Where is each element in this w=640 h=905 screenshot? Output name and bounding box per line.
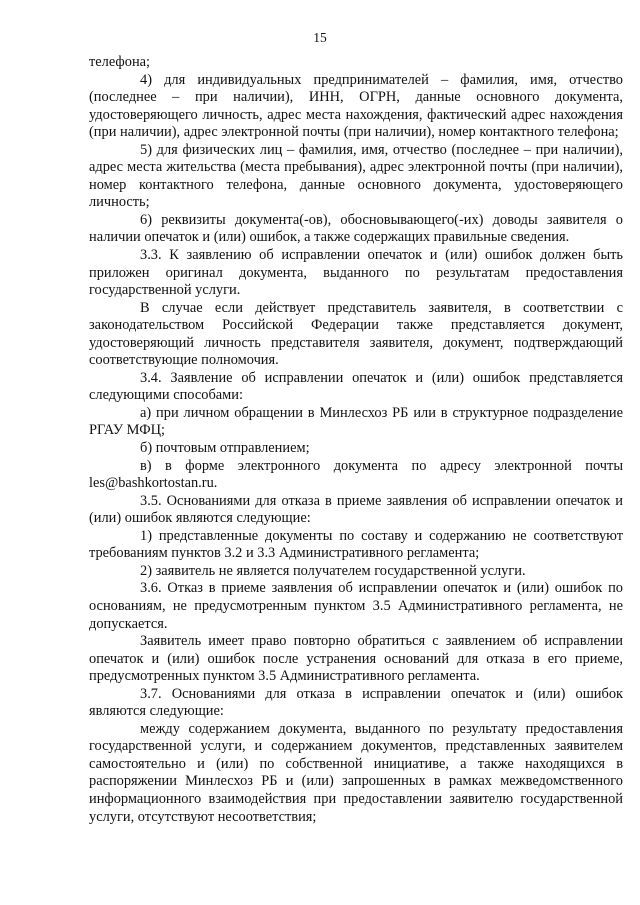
paragraph-3-3: 3.3. К заявлению об исправлении опечаток и (или) ошибок должен быть приложен оригинал документа, выданного по результатам предоставления государственной услуги.	[89, 247, 623, 299]
paragraph-3-5: 3.5. Основаниями для отказа в приеме заявления об исправлении опечаток и (или) ошибок являются следующие:	[89, 492, 623, 527]
paragraph-item-5: 5) для физических лиц – фамилия, имя, отчество (последнее – при наличии), адрес места жительства (места пребывания), адрес электронной почты (при наличии), номер контактного телефона, данные основного документа, удостоверяющего личность;	[89, 141, 623, 211]
paragraph-ground-2: 2) заявитель не является получателем государственной услуги.	[140, 562, 526, 579]
paragraph-method-v: в) в форме электронного документа по адресу электронной почты les@bashkortostan.ru.	[89, 457, 623, 492]
page-number: 15	[313, 30, 327, 45]
paragraph-3-7: 3.7. Основаниями для отказа в исправлении опечаток и (или) ошибок являются следующие:	[89, 685, 623, 720]
paragraph-item-6: 6) реквизиты документа(-ов), обосновывающего(-их) доводы заявителя о наличии опечаток и (или) ошибок, а также содержащих правильные сведения.	[89, 211, 623, 246]
paragraph-ground-1: 1) представленные документы по составу и содержанию не соответствуют требованиям пунктов 3.2 и 3.3 Административного регламента;	[89, 527, 623, 562]
paragraph-representative: В случае если действует представитель заявителя, в соответствии с законодательством Российской Федерации также представляется документ, удостоверяющий личность представителя заявителя, документ, подтверждающий соответствующие полномочия.	[89, 299, 623, 369]
paragraph-3-6: 3.6. Отказ в приеме заявления об исправлении опечаток и (или) ошибок по основаниям, не предусмотренным пунктом 3.5 Административного регламента, не допускается.	[89, 580, 623, 632]
paragraph-3-4: 3.4. Заявление об исправлении опечаток и (или) ошибок представляется следующими способами:	[89, 369, 623, 404]
paragraph-item-4: 4) для индивидуальных предпринимателей – фамилия, имя, отчество (последнее – при наличии), ИНН, ОГРН, данные основного документа, удостоверяющего личность, адрес места нахождения, фактический адрес нахождения (при наличии), адрес электронной почты (при наличии), номер контактного телефона;	[89, 71, 623, 141]
paragraph-mismatch: между содержанием документа, выданного по результату предоставления государственной услуги, и содержанием документов, представленных заявителем самостоятельно и (или) по собственной инициативе, а также находящихся в распоряжении Минлесхоз РБ и (или) запрошенных в рамках межведомственного информационного взаимодействия при предоставлении заявителю государственной услуги, отсутствуют несоответствия;	[89, 720, 623, 825]
document-body	[89, 54, 623, 826]
paragraph-method-a: а) при личном обращении в Минлесхоз РБ или в структурное подразделение РГАУ МФЦ;	[89, 404, 623, 439]
paragraph-continuation: телефона;	[89, 54, 151, 70]
paragraph-repeat-request: Заявитель имеет право повторно обратиться с заявлением об исправлении опечаток и (или) ошибок после устранения оснований для отказа в его приеме, предусмотренных пунктом 3.5 Административного регламента.	[89, 633, 623, 685]
paragraph-method-b: б) почтовым отправлением;	[140, 440, 310, 457]
